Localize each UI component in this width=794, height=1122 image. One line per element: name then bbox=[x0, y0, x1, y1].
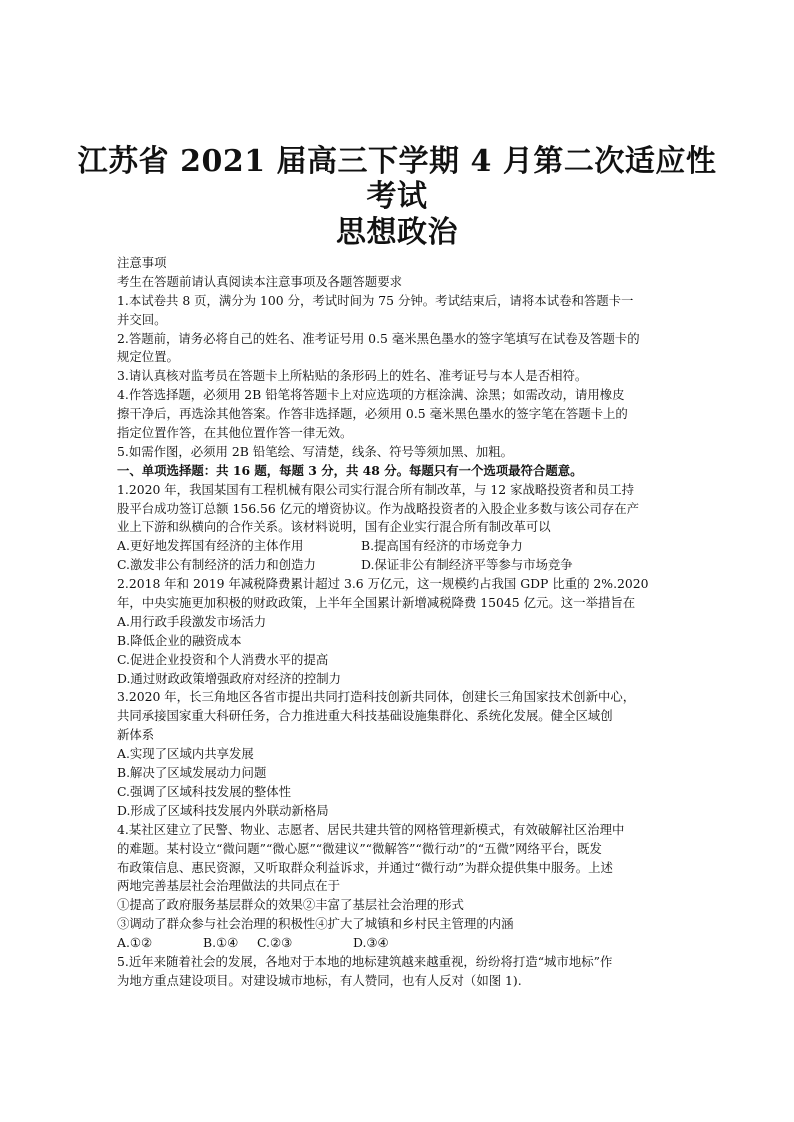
q5-stem-1: 5.近年来随着社会的发展，各地对于本地的地标建筑越来越重视，纷纷将打造“城市地标”作 bbox=[117, 953, 613, 969]
note-4-cont-1: 擦干净后，再选涂其他答案。作答非选择题，必须用 0.5 毫米黑色墨水的签字笔在答题卡上的 bbox=[117, 406, 628, 422]
exam-title-line-1: 江苏省 2021 届高三下学期 4 月第二次适应性 bbox=[77, 144, 717, 179]
note-2: 2.答题前，请务必将自己的姓名、准考证号用 0.5 毫米黑色墨水的签字笔填写在试卷及答题卡的 bbox=[117, 330, 640, 346]
q1-option-c: C.激发非公有制经济的活力和创造力 bbox=[117, 557, 316, 573]
q5-stem-2: 为地方重点建设项目。对建设城市地标，有人赞同，也有人反对（如图 1). bbox=[117, 972, 522, 988]
q3-stem-3: 新体系 bbox=[117, 727, 155, 743]
q4-option-d: D.③④ bbox=[353, 935, 389, 951]
q2-option-d: D.通过财政政策增强政府对经济的控制力 bbox=[117, 670, 342, 686]
note-4: 4.作答选择题，必须用 2B 铅笔将答题卡上对应选项的方框涂满、涂黑；如需改动，请用橡皮 bbox=[117, 387, 625, 403]
q4-stem-1: 4.某社区建立了民警、物业、志愿者、居民共建共管的网格管理新模式，有效破解社区治理中 bbox=[117, 821, 625, 837]
q3-stem-1: 3.2020 年，长三角地区各省市提出共同打造科技创新共同体，创建长三角国家技术创新中心， bbox=[117, 689, 636, 705]
q1-option-a: A.更好地发挥国有经济的主体作用 bbox=[117, 538, 304, 554]
q4-stem-3: 布政策信息、惠民资源，又听取群众利益诉求，并通过“微行动”为群众提供集中服务。上述 bbox=[117, 859, 613, 875]
note-1-cont: 并交回。 bbox=[117, 311, 167, 327]
note-2-cont: 规定位置。 bbox=[117, 349, 179, 365]
notes-heading: 注意事项 bbox=[117, 255, 167, 270]
q1-option-b: B.提高国有经济的市场竞争力 bbox=[361, 538, 523, 554]
q2-option-a: A.用行政手段激发市场活力 bbox=[117, 613, 267, 629]
q4-statements-2: ③调动了群众参与社会治理的积极性④扩大了城镇和乡村民主管理的内涵 bbox=[117, 916, 514, 932]
q2-stem-1: 2.2018 年和 2019 年减税降费累计超过 3.6 万亿元，这一规模约占我国 GDP 比重的 2%.2020 bbox=[117, 576, 649, 592]
note-3: 3.请认真核对监考员在答题卡上所粘贴的条形码上的姓名、准考证号与本人是否相符。 bbox=[117, 368, 588, 384]
q2-option-b: B.降低企业的融资成本 bbox=[117, 632, 242, 648]
q1-stem-2: 股平台成功签订总额 156.56 亿元的增资协议。作为战略投资者的入股企业多数与该公司存在产 bbox=[117, 500, 640, 516]
q1-options-row-1 bbox=[117, 537, 677, 556]
q3-option-b: B.解决了区域发展动力问题 bbox=[117, 765, 267, 781]
q4-option-b: B.①④ bbox=[203, 935, 239, 951]
note-5: 5.如需作图，必须用 2B 铅笔绘、写清楚，线条、符号等须加黑、加粗。 bbox=[117, 443, 514, 459]
q2-stem-2: 年，中央实施更加积极的财政政策，上半年全国累计新增减税降费 15045 亿元。这一举措旨在 bbox=[117, 595, 636, 611]
q1-stem-3: 业上下游和纵横向的合作关系。该材料说明，国有企业实行混合所有制改革可以 bbox=[117, 519, 551, 535]
q3-option-a: A.实现了区域内共享发展 bbox=[117, 746, 254, 762]
section-1-heading: 一、单项选择题：共 16 题，每题 3 分，共 48 分。每题只有一个选项最符合题意。 bbox=[117, 462, 583, 478]
q4-option-a: A.①② bbox=[117, 935, 153, 951]
q4-statements-1: ①提高了政府服务基层群众的效果②丰富了基层社会治理的形式 bbox=[117, 897, 464, 913]
q4-option-c: C.②③ bbox=[257, 935, 293, 951]
note-1: 1.本试卷共 8 页，满分为 100 分，考试时间为 75 分钟。考试结束后，请将本试卷和答题卡一 bbox=[117, 292, 634, 308]
q3-option-d: D.形成了区域科技发展内外联动新格局 bbox=[117, 802, 329, 818]
q2-option-c: C.促进企业投资和个人消费水平的提高 bbox=[117, 651, 329, 667]
q1-option-d: D.保证非公有制经济平等参与市场竞争 bbox=[361, 557, 573, 573]
q1-options-row-2 bbox=[117, 556, 677, 575]
q4-stem-4: 两地完善基层社会治理做法的共同点在于 bbox=[117, 878, 341, 894]
q4-options-row bbox=[117, 934, 677, 953]
notes-intro: 考生在答题前请认真阅读本注意事项及各题答题要求 bbox=[117, 273, 402, 289]
exam-body bbox=[117, 254, 677, 991]
exam-subject-title: 思想政治 bbox=[336, 215, 458, 250]
exam-title-line-2: 考试 bbox=[366, 179, 428, 214]
note-4-cont-2: 指定位置作答，在其他位置作答一律无效。 bbox=[117, 425, 353, 441]
q3-option-c: C.强调了区域科技发展的整体性 bbox=[117, 783, 292, 799]
q1-stem-1: 1.2020 年，我国某国有工程机械有限公司实行混合所有制改革，与 12 家战略投资者和员工持 bbox=[117, 481, 634, 497]
q3-stem-2: 共同承接国家重大科研任务，合力推进重大科技基础设施集群化、系统化发展。健全区域创 bbox=[117, 708, 613, 724]
q4-stem-2: 的难题。某村设立“微问题”“微心愿”“微建议”“微解答”“微行动”的“五微”网络平台，既发 bbox=[117, 840, 602, 856]
